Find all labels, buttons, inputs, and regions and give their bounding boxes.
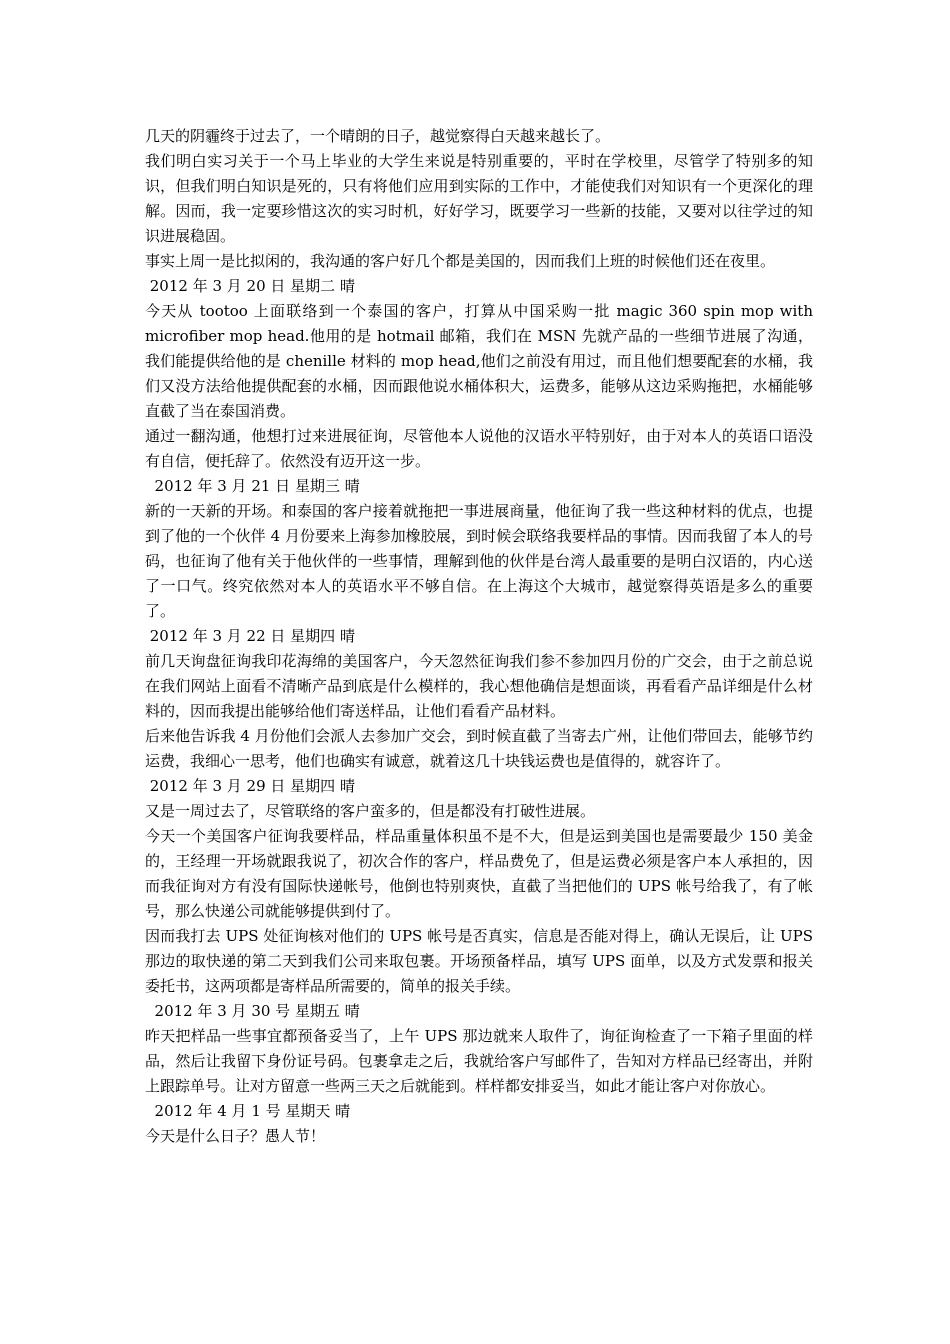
paragraph: 几天的阴霾终于过去了，一个晴朗的日子，越觉察得白天越来越长了。	[145, 127, 611, 145]
date-heading: 2012 年 3 月 30 号 星期五 晴	[145, 1002, 360, 1020]
date-heading: 2012 年 3 月 21 日 星期三 晴	[145, 477, 360, 495]
paragraph: 新的一天新的开场。和泰国的客户接着就拖把一事进展商量，他征询了我一些这种材料的优点，也提到了他的一个伙伴 4 月份要来上海参加橡胶展，到时候会联络我要样品的事情。因而我留了本人的号码，也征询了他有关于他伙伴的一些事情，理解到他的伙伴是台湾人最重要的是明白汉语的，内心送了一口气。终究依然对本人的英语水平不够自信。在上海这个大城市，越觉察得英语是多么的重要了。	[145, 502, 813, 620]
paragraph: 今天是什么日子？愚人节！	[145, 1127, 326, 1145]
date-heading: 2012 年 4 月 1 号 星期天 晴	[145, 1102, 351, 1120]
paragraph: 因而我打去 UPS 处征询核对他们的 UPS 帐号是否真实，信息是否能对得上，确认无误后，让 UPS 那边的取快递的第二天到我们公司来取包裹。开场预备样品，填写 UPS 面单，以及方式发票和报关委托书，这两项都是寄样品所需要的，简单的报关手续。	[145, 927, 813, 995]
paragraph: 昨天把样品一些事宜都预备妥当了，上午 UPS 那边就来人取件了，询征询检查了一下箱子里面的样品，然后让我留下身份证号码。包裹拿走之后，我就给客户写邮件了，告知对方样品已经寄出，并附上跟踪单号。让对方留意一些两三天之后就能到。样样都安排妥当，如此才能让客户对你放心。	[145, 1027, 813, 1095]
date-heading: 2012 年 3 月 29 日 星期四 晴	[145, 777, 355, 795]
date-heading: 2012 年 3 月 22 日 星期四 晴	[145, 627, 355, 645]
paragraph: 事实上周一是比拟闲的，我沟通的客户好几个都是美国的，因而我们上班的时候他们还在夜里。	[145, 252, 776, 270]
document-body	[145, 124, 813, 1149]
paragraph: 后来他告诉我 4 月份他们会派人去参加广交会，到时候直截了当寄去广州，让他们带回去，能够节约运费，我细心一思考，他们也确实有诚意，就着这几十块钱运费也是值得的，就容许了。	[145, 727, 813, 770]
date-heading: 2012 年 3 月 20 日 星期二 晴	[145, 277, 355, 295]
paragraph: 今天从 tootoo 上面联络到一个泰国的客户，打算从中国采购一批 magic 360 spin mop with microfiber mop head.他用的是 hotmail 邮箱，我们在 MSN 先就产品的一些细节进展了沟通，我们能提供给他的是 chenille 材料的 mop head,他们之前没有用过，而且他们想要配套的水桶，我们又没方法给他提供配套的水桶，因而跟他说水桶体积大，运费多，能够从这边采购拖把，水桶能够直截了当在泰国消费。	[145, 302, 813, 420]
paragraph: 通过一翻沟通，他想打过来进展征询，尽管他本人说他的汉语水平特别好，由于对本人的英语口语没有自信，便托辞了。依然没有迈开这一步。	[145, 427, 813, 470]
paragraph: 又是一周过去了，尽管联络的客户蛮多的，但是都没有打破性进展。	[145, 802, 596, 820]
paragraph: 我们明白实习关于一个马上毕业的大学生来说是特别重要的，平时在学校里，尽管学了特别多的知识，但我们明白知识是死的，只有将他们应用到实际的工作中，才能使我们对知识有一个更深化的理解。因而，我一定要珍惜这次的实习时机，好好学习，既要学习一些新的技能，又要对以往学过的知识进展稳固。	[145, 152, 813, 245]
paragraph: 前几天询盘征询我印花海绵的美国客户，今天忽然征询我们参不参加四月份的广交会，由于之前总说在我们网站上面看不清晰产品到底是什么模样的，我心想他确信是想面谈，再看看产品详细是什么材料的，因而我提出能够给他们寄送样品，让他们看看产品材料。	[145, 652, 813, 720]
paragraph: 今天一个美国客户征询我要样品，样品重量体积虽不是不大，但是运到美国也是需要最少 150 美金的，王经理一开场就跟我说了，初次合作的客户，样品费免了，但是运费必须是客户本人承担的，因而我征询对方有没有国际快递帐号，他倒也特别爽快，直截了当把他们的 UPS 帐号给我了，有了帐号，那么快递公司就能够提供到付了。	[145, 827, 813, 920]
